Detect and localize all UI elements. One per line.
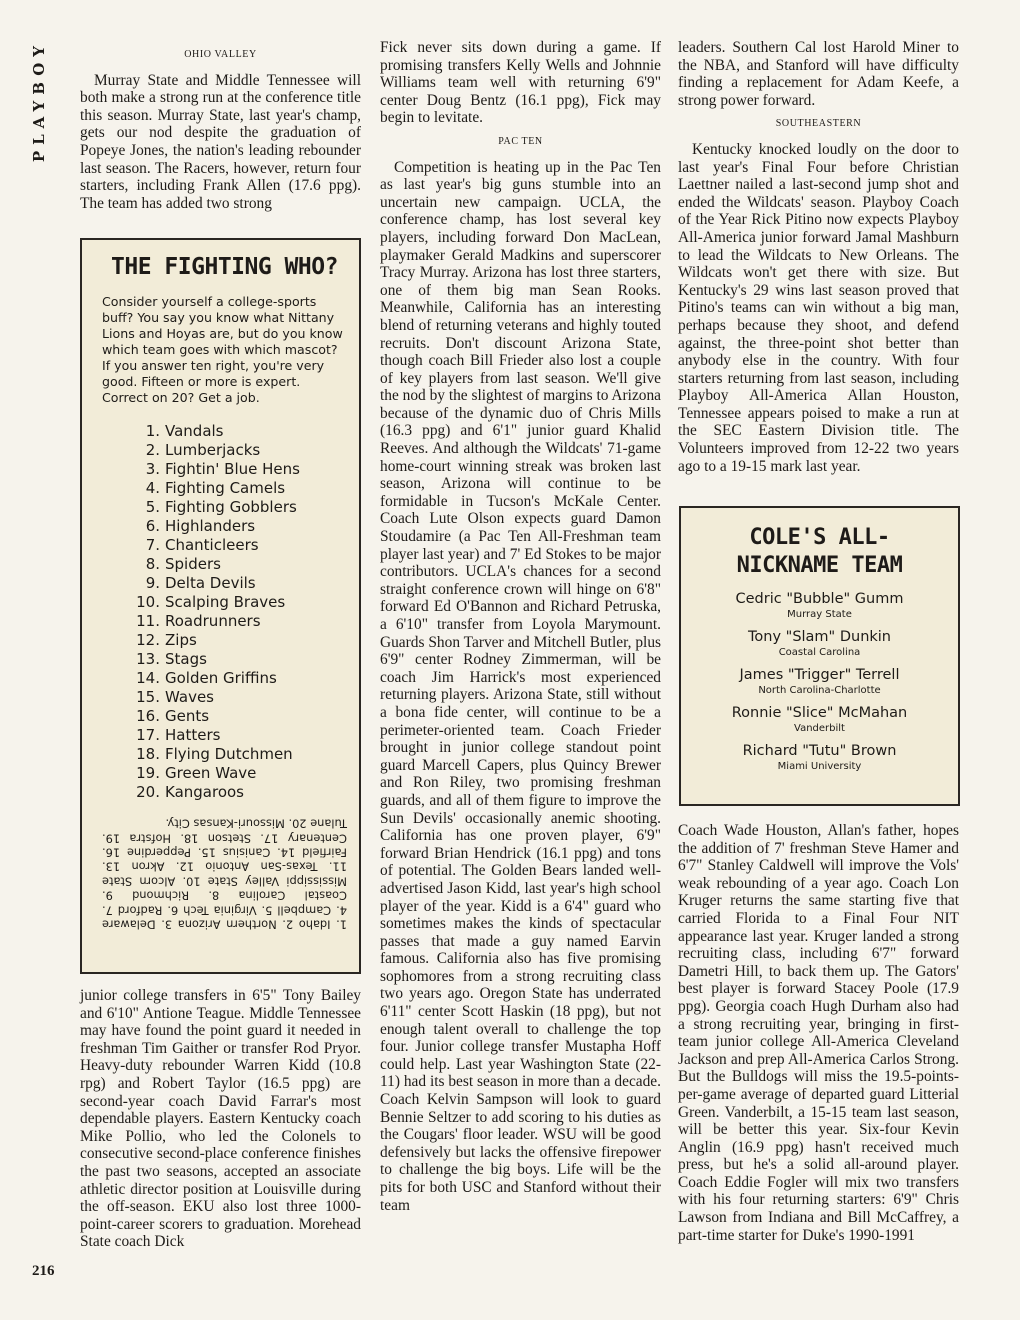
- quiz-item: [136, 669, 347, 688]
- player-name: James "Trigger" Terrell: [739, 667, 900, 683]
- quiz-item-number: 10.: [136, 593, 160, 611]
- section-heading-southeastern: SOUTHEASTERN: [775, 118, 862, 130]
- nickname-team-title: COLE'S ALL-NICKNAME TEAM: [736, 525, 903, 578]
- player-school: Vanderbilt: [794, 723, 845, 734]
- quiz-item-number: 9.: [145, 574, 160, 592]
- quiz-item: [136, 688, 347, 707]
- player-school: Murray State: [787, 609, 852, 620]
- quiz-item-name: Spiders: [165, 555, 221, 573]
- column-2: [380, 39, 661, 1214]
- player-name: Cedric "Bubble" Gumm: [735, 591, 904, 607]
- quiz-item-number: 19.: [136, 764, 160, 782]
- southeastern-paragraph: Kentucky knocked loudly on the door to last year's Final Four before Christian Laettner nailed a last-second jump shot and ended the Wildcats' season. Playboy Coach of the Year Rick Pitino now expects Playboy All-America junior forward Jamal Mashburn to lead the Wildcats to New Orleans. The Wildcats won't get there with size. But Kentucky's 29 wins last season proved that Pitino's teams can win without a big man, perhaps because they shoot, and defend against, the three-point shot better than anybody else in the country. With four starters returning from last season, including Playboy All-America Allan Houston, Tennessee appears poised to make a run at the SEC Eastern Division title. The Volunteers improved from 12-22 two years ago to a 19-15 mark last year.: [678, 140, 959, 475]
- quiz-item-number: 3.: [145, 460, 160, 478]
- quiz-item: [136, 593, 347, 612]
- nickname-team-box: [679, 506, 960, 806]
- quiz-item-name: Golden Griffins: [165, 669, 277, 687]
- quiz-item: [136, 726, 347, 745]
- magazine-logo: PLAYBOY: [30, 40, 48, 163]
- quiz-item-name: Fighting Gobblers: [165, 498, 297, 516]
- quiz-item: [136, 764, 347, 783]
- quiz-item: [136, 612, 347, 631]
- player-school: Miami University: [777, 761, 862, 772]
- quiz-item-name: Fightin' Blue Hens: [165, 460, 300, 478]
- nickname-team-entry: [691, 742, 948, 774]
- quiz-item-name: Highlanders: [165, 517, 256, 535]
- player-name: Ronnie "Slice" McMahan: [731, 705, 908, 721]
- quiz-item-name: Roadrunners: [165, 612, 261, 630]
- quiz-item: [136, 460, 347, 479]
- quiz-item-number: 18.: [136, 745, 160, 763]
- quiz-item-name: Scalping Braves: [165, 593, 286, 611]
- quiz-intro: Consider yourself a college-sports buff? You say you know what Nittany Lions and Hoyas are, but do you know which team goes with which mascot? If you answer ten right, you're very good. Fifteen or more is expert. Correct on 20? Get a job.: [102, 294, 343, 405]
- column-3-bottom: [678, 822, 959, 1244]
- quiz-list: [102, 422, 347, 802]
- quiz-item-number: 5.: [145, 498, 160, 516]
- quiz-item-number: 2.: [145, 441, 160, 459]
- quiz-item-number: 7.: [145, 536, 160, 554]
- quiz-item-name: Stags: [165, 650, 207, 668]
- column-1-top: [80, 40, 361, 212]
- quiz-item-name: Zips: [165, 631, 197, 649]
- player-school: Coastal Carolina: [778, 647, 861, 658]
- quiz-item: [136, 650, 347, 669]
- column-1-bottom: [80, 987, 361, 1251]
- section-heading-ohio-valley: OHIO VALLEY: [184, 49, 257, 60]
- player-school: North Carolina-Charlotte: [758, 685, 881, 696]
- ohio-valley-end-paragraph: Fick never sits down during a game. If promising transfers Kelly Wells and Johnnie Williams team well with returning 6'9" center Doug Bentz (16.1 ppg), Fick may begin to levitate.: [380, 39, 661, 127]
- quiz-item: [136, 555, 347, 574]
- section-heading-pac-ten: PAC TEN: [498, 135, 543, 147]
- quiz-item-name: Hatters: [165, 726, 221, 744]
- quiz-item-name: Waves: [165, 688, 214, 706]
- quiz-item: [136, 517, 347, 536]
- quiz-item-name: Vandals: [165, 422, 224, 440]
- column-3-top: [678, 39, 959, 475]
- quiz-item: [136, 479, 347, 498]
- quiz-item-name: Chanticleers: [165, 536, 259, 554]
- quiz-item-name: Kangaroos: [165, 783, 244, 801]
- quiz-item-number: 1.: [145, 422, 160, 440]
- quiz-answers-upside-down: 1. Idaho 2. Northern Arizona 3. Delaware 4. Campbell 5. Virginia Tech 6. Radford 7. Coastal Carolina 8. Richmond 9. Mississippi Valley State 10. Alcorn State 11. Texas-San Antonio 12. Akron 13. Fairfield 14. Canisius 15. Pepperdine 16. Centenary 17. Stetson 18. Hofstra 19. Tulane 20. Missouri-Kansas City.: [102, 816, 347, 932]
- quiz-item-number: 16.: [136, 707, 160, 725]
- quiz-item-number: 14.: [136, 669, 160, 687]
- ohio-valley-continued: junior college transfers in 6'5" Tony Bailey and 6'10" Antione Teague. Middle Tennessee may have found the point guard it needed in freshman Tim Gaither or transfer Rod Pryor. Heavy-duty rebounder Warren Kidd (10.8 rpg) and Robert Taylor (16.5 ppg) are second-year coach David Farrar's most dependable players. Eastern Kentucky coach Mike Pollio, who led the Colonels to consecutive second-place conference finishes the past two seasons, accepted an associate athletic director position at Louisville during the off-season. EKU also lost three 1000-point-career scorers to graduation. Morehead State coach Dick: [80, 987, 361, 1251]
- pac-ten-end-paragraph: leaders. Southern Cal lost Harold Miner to the NBA, and Stanford will have difficulty finding a replacement for Adam Keefe, a strong power forward.: [678, 39, 959, 109]
- quiz-item-name: Lumberjacks: [165, 441, 261, 459]
- quiz-item: [136, 745, 347, 764]
- quiz-item: [136, 441, 347, 460]
- player-name: Tony "Slam" Dunkin: [748, 629, 891, 645]
- ohio-valley-paragraph: Murray State and Middle Tennessee will both make a strong run at the conference title this season. Murray State, last year's champ, gets our nod despite the graduation of Popeye Jones, the nation's leading rebounder last season. The Racers, however, return four starters, including Frank Allen (17.6 ppg). The team has added two strong: [80, 71, 361, 212]
- quiz-item-name: Gents: [165, 707, 210, 725]
- quiz-item: [136, 631, 347, 650]
- nickname-team-entry: [691, 628, 948, 660]
- quiz-item-number: 6.: [145, 517, 160, 535]
- quiz-item-name: Flying Dutchmen: [165, 745, 293, 763]
- nickname-team-list: [691, 590, 948, 774]
- quiz-item: [136, 574, 347, 593]
- quiz-item-number: 4.: [145, 479, 160, 497]
- nickname-team-entry: [691, 666, 948, 698]
- quiz-item-number: 11.: [136, 612, 160, 630]
- quiz-item-number: 13.: [136, 650, 160, 668]
- southeastern-continued: Coach Wade Houston, Allan's father, hopes the addition of 7' freshman Steve Hamer and 6'7" Stanley Caldwell will improve the Vols' weak rebounding of a year ago. Coach Lon Kruger returns the same starting five that carried Florida to a Final Four NIT appearance last year. Kruger landed a strong recruiting class, including 6'7" forward Dametri Hill, to back them up. The Gators' best player is forward Stacey Poole (17.9 ppg). Georgia coach Hugh Durham also had a strong recruiting year, bringing in first-team junior college All-America Cleveland Jackson and prep All-America Carlos Strong. But the Bulldogs will miss the 19.5-points-per-game average of departed guard Litterial Green. Vanderbilt, a 15-15 team last season, will be better this year. Six-four Kevin Anglin (16.9 ppg) hasn't received much press, but he's a solid all-around player. Coach Eddie Fogler will mix two transfers with his four returning starters: 6'9" Chris Lawson from Indiana and Bill McCaffrey, a part-time starter for Duke's 1990-1991: [678, 822, 959, 1244]
- quiz-item-name: Green Wave: [165, 764, 257, 782]
- quiz-item: [136, 536, 347, 555]
- quiz-item-number: 12.: [136, 631, 160, 649]
- quiz-item-number: 8.: [145, 555, 160, 573]
- quiz-item: [136, 422, 347, 441]
- quiz-item: [136, 707, 347, 726]
- page-number: 216: [32, 1263, 55, 1279]
- pac-ten-paragraph: Competition is heating up in the Pac Ten as last year's big guns stumble into an uncertain new campaign. UCLA, the conference champ, has lost several key players, including forward Don MacLean, playmaker Gerald Madkins and superscorer Tracy Murray. Arizona has lost three starters, one of them big man Sean Rooks. Meanwhile, California has an interesting blend of returning veterans and highly touted recruits. Don't discount Arizona State, though coach Bill Frieder also lost a couple of key players from last season. We'll give the nod by the slightest of margins to Arizona because of the dynamic duo of Chris Mills (16.3 ppg) and 6'1" junior guard Khalid Reeves. And although the Wildcats' 71-game home-court winning streak was broken last season, Arizona will continue to be formidable in Tucson's McKale Center. Coach Lute Olson expects guard Damon Stoudamire (a Pac Ten All-Freshman team player last year) and 7' Ed Stokes to be major contributors. UCLA's chances for a second straight conference crown will hinge on 6'8" forward Ed O'Bannon and Richard Petruska, a 6'10" transfer from Loyola Marymount. Guards Shon Tarver and Mitchell Butler, plus 6'9" center Rodney Zimmerman, will be coach Jim Harrick's most experienced returning players. Arizona State, still without a bona fide center, will continue to be a perimeter-oriented team. Coach Frieder brought in junior college standout point guard Marcell Capers, plus Quincy Brewer and Ron Riley, two promising freshman guards, and all of them figure to improve the Sun Devils' occasionally anemic shooting. California has one proven player, 6'9" forward Brian Hendrick (16.1 ppg) and tons of potential. The Golden Bears landed well-advertised Jason Kidd, last year's high school player of the year. Kidd is a 6'4" guard who sometimes makes the kinds of spectacular passes that made a guy named Earvin famous. California also has five promising sophomores from a strong recruiting class two years ago. Oregon State has underrated 6'11" center Scott Haskin (18 ppg), but not enough talent overall to challenge the top four. Junior college transfer Mustapha Hoff could help. Last year Washington State (22-11) had its best season in more than a decade. Coach Kelvin Sampson will look to guard Bennie Seltzer to add scoring to his duties as the Cougars' floor leader. WSU will be good defensively but lacks the offensive firepower to challenge the big boys. Life will be the pits for both USC and Stanford without their team: [380, 158, 661, 1214]
- quiz-item-number: 17.: [136, 726, 160, 744]
- quiz-item: [136, 783, 347, 802]
- player-name: Richard "Tutu" Brown: [742, 743, 897, 759]
- quiz-title: THE FIGHTING WHO?: [111, 254, 338, 280]
- quiz-item-number: 20.: [136, 783, 160, 801]
- nickname-team-entry: [691, 704, 948, 736]
- quiz-box: [80, 238, 361, 974]
- quiz-item-name: Delta Devils: [165, 574, 256, 592]
- quiz-item-number: 15.: [136, 688, 160, 706]
- quiz-item: [136, 498, 347, 517]
- nickname-team-entry: [691, 590, 948, 622]
- quiz-item-name: Fighting Camels: [165, 479, 286, 497]
